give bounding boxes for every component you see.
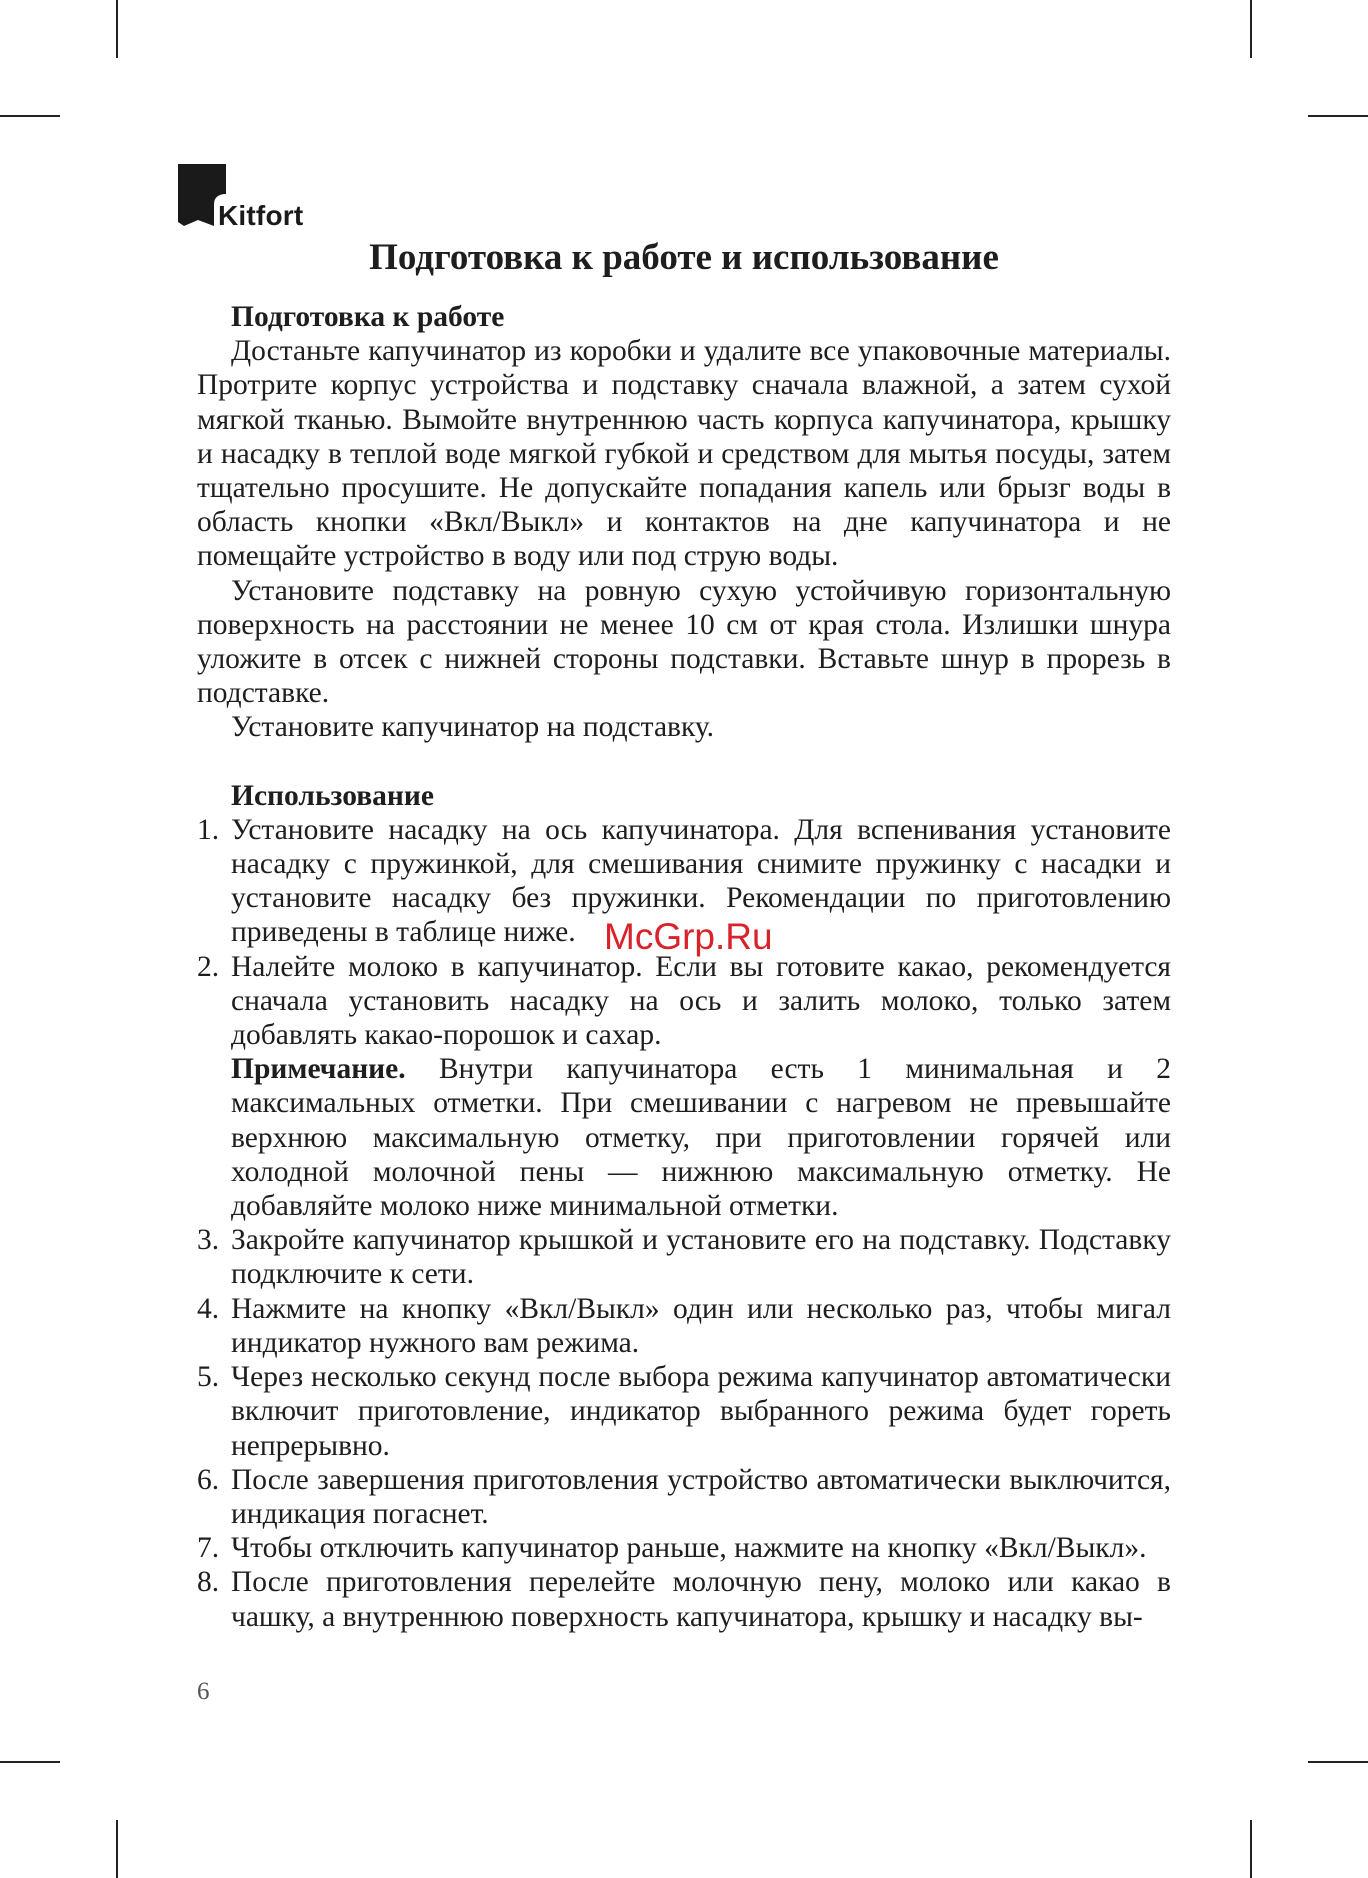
list-item bbox=[197, 1531, 1171, 1565]
page-title: Подготовка к работе и использование bbox=[369, 237, 999, 278]
step-text: Закройте капучинатор крышкой и установите его на подставку. Подставку подключите к сети. bbox=[231, 1224, 1171, 1291]
list-item bbox=[197, 1463, 1171, 1531]
brand-name: Kitfort bbox=[218, 200, 304, 231]
step-text: Нажмите на кнопку «Вкл/Выкл» один или несколько раз, чтобы мигал индикатор нужного вам режима. bbox=[231, 1292, 1171, 1359]
paragraph: Установите подставку на ровную сухую устойчивую горизонтальную поверхность на расстоянии не менее 10 см от края стола. Излишки шнура уложите в отсек с нижней стороны подставки. Вставьте шнур в прорезь в подставке. bbox=[197, 574, 1171, 710]
step-text: После завершения приготовления устройство автоматически выключится, индикация погаснет. bbox=[231, 1463, 1171, 1530]
paragraph: Установите капучинатор на подставку. bbox=[231, 711, 715, 744]
crop-mark bbox=[1308, 115, 1368, 117]
step-text: После приготовления перелейте молочную пену, молоко или какао в чашку, а внутреннюю поверхность капучинатора, крышку и насадку вы- bbox=[231, 1566, 1171, 1633]
step-number: 1. bbox=[197, 813, 220, 846]
watermark: McGrp.Ru bbox=[604, 916, 773, 957]
step-number: 3. bbox=[197, 1224, 220, 1257]
section-heading-usage: Использование bbox=[231, 779, 435, 812]
note-label: Примечание. bbox=[231, 1053, 406, 1086]
section-heading-preparation: Подготовка к работе bbox=[231, 301, 505, 333]
step-number: 5. bbox=[197, 1361, 220, 1394]
list-item bbox=[197, 950, 1171, 1053]
step-text: Налейте молоко в капучинатор. Если вы готовите какао, рекомендуется сначала установить насадку на ось и залить молоко, только затем добавлять какао-порошок и сахар. bbox=[231, 950, 1171, 1052]
crop-mark bbox=[0, 115, 60, 117]
document-body bbox=[197, 300, 1171, 1634]
crop-mark bbox=[1308, 1761, 1368, 1763]
step-number: 4. bbox=[197, 1292, 220, 1325]
crop-mark bbox=[116, 0, 118, 58]
step-text: Установите насадку на ось капучинатора. Для вспенивания установите насадку с пружинкой, для смешивания снимите пружинку с насадки и установите насадку без пружинки. Рекомендации по приготовлению приведены в таблице ниже. bbox=[231, 813, 1171, 949]
step-number: 6. bbox=[197, 1463, 220, 1496]
note-block bbox=[197, 1052, 1171, 1223]
crop-mark bbox=[1250, 0, 1252, 58]
step-number: 2. bbox=[197, 950, 220, 983]
step-number: 8. bbox=[197, 1566, 220, 1599]
page-number: 6 bbox=[197, 1678, 210, 1705]
list-item bbox=[197, 1223, 1171, 1291]
step-text: Чтобы отключить капучинатор раньше, нажмите на кнопку «Вкл/Выкл». bbox=[231, 1532, 1147, 1565]
step-text: Через несколько секунд после выбора режима капучинатор автоматически включит приготовление, индикатор выбранного режима будет гореть непрерывно. bbox=[231, 1361, 1171, 1462]
step-number: 7. bbox=[197, 1532, 220, 1565]
usage-steps-list-continued bbox=[197, 1223, 1171, 1633]
list-item bbox=[197, 1292, 1171, 1360]
crop-mark bbox=[1250, 1820, 1252, 1878]
list-item bbox=[197, 1360, 1171, 1463]
note-text: Внутри капучинатора есть 1 минимальная и 2 максимальных отметки. При смешивании с нагревом не превышайте верхнюю максимальную отметку, при приготовлении горячей или холодной молочной пены — нижнюю максимальную отметку. Не добавляйте молоко ниже минимальной отметки. bbox=[231, 1053, 1171, 1223]
crop-mark bbox=[116, 1820, 118, 1878]
list-item bbox=[197, 1565, 1171, 1633]
crop-mark bbox=[0, 1761, 60, 1763]
paragraph: Достаньте капучинатор из коробки и удалите все упаковочные материалы. Протрите корпус устройства и подставку сначала влажной, а затем сухой мягкой тканью. Вымойте внутреннюю часть корпуса капучинатора, крышку и насадку в теплой воде мягкой губкой и средством для мытья посуды, затем тщательно просушите. Не допускайте попадания капель или брызг воды в область кнопки «Вкл/Выкл» и контактов на дне капучинатора и не помещайте устройство в воду или под струю воды. bbox=[197, 335, 1171, 573]
